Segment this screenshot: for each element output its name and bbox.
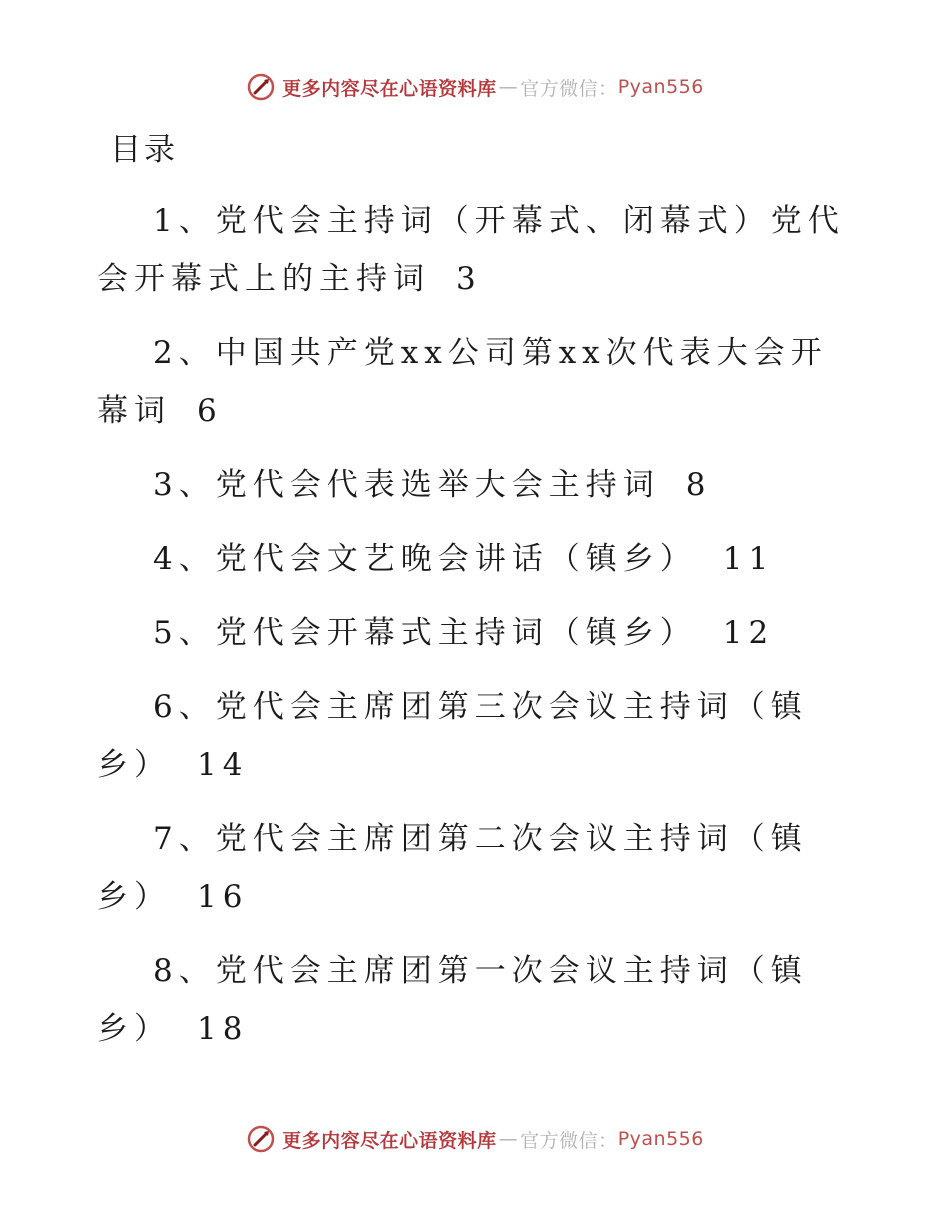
toc-entry[interactable] (97, 456, 857, 514)
toc-list (97, 192, 857, 1074)
watermark-header (0, 72, 950, 102)
toc-entry-text: 5、党代会开幕式主持词（镇乡） (153, 615, 697, 651)
toc-entry-page: 11 (722, 541, 775, 577)
toc-entry-text: 3、党代会代表选举大会主持词 (153, 467, 660, 503)
toc-entry-page: 16 (197, 879, 249, 915)
toc-entry[interactable] (97, 678, 857, 794)
toc-entry-text: 7、党代会主席团第二次会议主持词（镇乡） (97, 821, 808, 915)
toc-entry-page: 8 (685, 467, 712, 503)
toc-title: 目录 (110, 132, 178, 168)
toc-entry[interactable] (97, 530, 857, 588)
toc-entry[interactable] (97, 192, 857, 308)
toc-entry-text: 2、中国共产党xx公司第xx次代表大会开幕词 (97, 335, 828, 429)
watermark-wechat-label: 官方微信： (520, 77, 618, 100)
toc-entry-page: 3 (456, 261, 482, 297)
watermark-wechat-label: 官方微信： (520, 1129, 618, 1152)
toc-entry[interactable] (97, 810, 857, 926)
toc-entry-text: 6、党代会主席团第三次会议主持词（镇乡） (97, 689, 808, 783)
watermark-brand: 更多内容尽在心语资料库 (282, 1129, 497, 1152)
quill-logo-icon (246, 72, 276, 102)
toc-entry-page: 14 (197, 747, 249, 783)
toc-entry-text: 8、党代会主席团第一次会议主持词（镇乡） (97, 953, 808, 1047)
toc-entry-page: 18 (197, 1011, 249, 1047)
toc-entry-page: 12 (722, 615, 775, 651)
toc-entry[interactable] (97, 942, 857, 1058)
toc-entry[interactable] (97, 604, 857, 662)
watermark-wechat-id: Pyan556 (617, 76, 704, 98)
toc-entry[interactable] (97, 324, 857, 440)
watermark-footer (0, 1124, 950, 1154)
watermark-separator: — (498, 76, 519, 98)
toc-entry-text: 1、党代会主持词（开幕式、闭幕式）党代会开幕式上的主持词 (97, 203, 845, 297)
watermark-brand: 更多内容尽在心语资料库 (282, 77, 497, 100)
toc-entry-text: 4、党代会文艺晚会讲话（镇乡） (153, 541, 697, 577)
watermark-separator: — (498, 1128, 519, 1150)
quill-logo-icon (246, 1124, 276, 1154)
toc-entry-page: 6 (197, 393, 223, 429)
watermark-wechat-id: Pyan556 (617, 1128, 704, 1150)
